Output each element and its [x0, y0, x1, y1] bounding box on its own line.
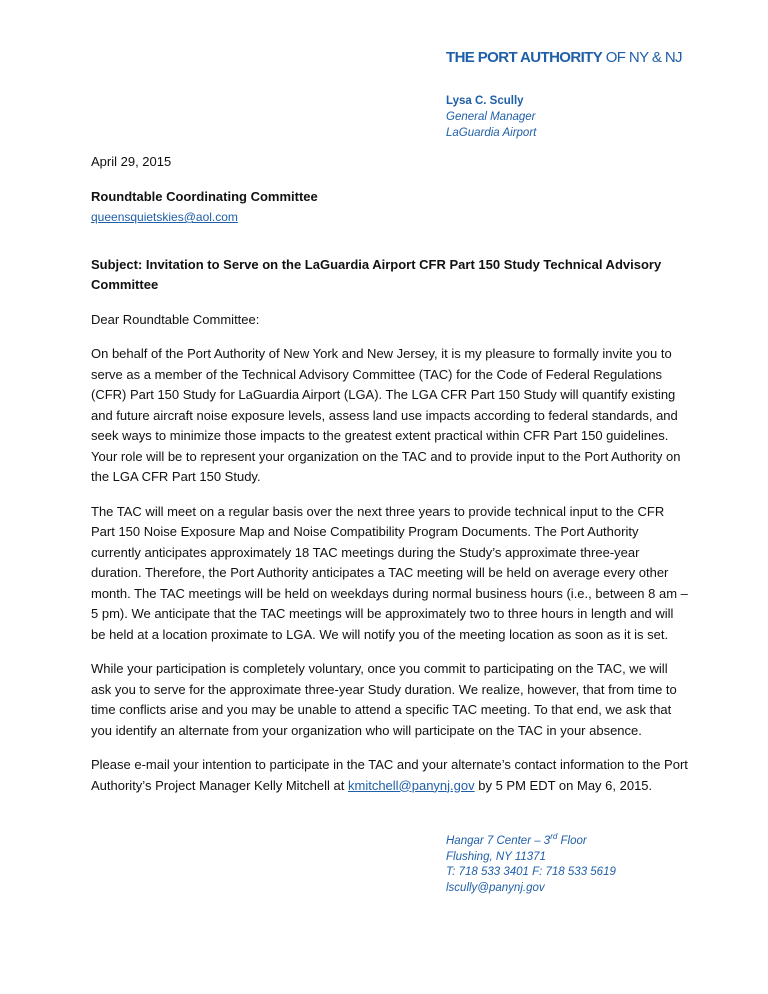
address-email: lscully@panynj.gov	[446, 881, 545, 894]
logo-light-text: OF NY & NJ	[602, 49, 682, 66]
paragraph-3: While your participation is completely voluntary, once you commit to participating on the TAC, we will ask you to serve for the approximate three-year Study duration. We realize, however, that from time to time conflicts arise and you may be unable to attend a specific TAC meeting. To that end, we ask that you identify an alternate from your organization who will participate on the TAC in your absence.	[91, 661, 677, 738]
paragraph-4-deadline: by 5 PM EDT on May 6, 2015.	[474, 777, 653, 793]
salutation: Dear Roundtable Committee:	[91, 311, 260, 327]
paragraph-1: On behalf of the Port Authority of New York and New Jersey, it is my pleasure to formally invite you to serve as a member of the Technical Advisory Committee (TAC) for the Code of Federal Regulations (CFR) Part 150 Study for LaGuardia Airport (LGA). The LGA CFR Part 150 Study will quantify existing and future aircraft noise exposure levels, assess land use impacts according to federal standards, and seek ways to minimize those impacts to the greatest extent practical within CFR Part 150 guidelines. Your role will be to represent your organization on the TAC and to provide input to the Port Authority on the LGA CFR Part 150 Study.	[91, 346, 681, 484]
subject-line	[91, 255, 691, 296]
address-block	[446, 834, 616, 896]
subject-line-1: Subject: Invitation to Serve on the LaGuardia Airport CFR Part 150 Study Technical Advisory	[91, 256, 662, 272]
letter-body	[91, 152, 691, 796]
subject-line-2: Committee	[91, 277, 159, 292]
recipient-email-link[interactable]: queensquietskies@aol.com	[91, 210, 238, 224]
sender-name: Lysa C. Scully	[446, 95, 524, 107]
sender-block	[446, 93, 536, 141]
logo-bold-text: THE PORT AUTHORITY	[446, 49, 603, 66]
letter-date: April 29, 2015	[91, 154, 172, 169]
paragraph-4-text: Please e-mail your intention to participate in the TAC and your alternate’s contact information to the Port Authority’s Project Manager Kelly Mitchell at	[91, 757, 688, 793]
recipient-name: Roundtable Coordinating Committee	[91, 188, 318, 204]
sender-location: LaGuardia Airport	[446, 127, 537, 139]
sender-title: General Manager	[446, 111, 536, 123]
port-authority-logo	[446, 49, 682, 66]
paragraph-4	[91, 755, 691, 796]
paragraph-2: The TAC will meet on a regular basis over the next three years to provide technical input to the CFR Part 150 Noise Exposure Map and Noise Compatibility Program Documents. The Port Authority currently anticipates approximately 18 TAC meetings during the Study’s approximate three-year duration. Therefore, the Port Authority anticipates a TAC meeting will be held on average every other month. The TAC meetings will be held on weekdays during normal business hours (i.e., between 8 am – 5 pm). We anticipate that the TAC meetings will be approximately two to three hours in length and will be held at a location proximate to LGA. We will notify you of the meeting location as soon as it is set.	[91, 503, 688, 642]
address-line-2: Flushing, NY 11371	[446, 850, 546, 863]
project-manager-email-link[interactable]: kmitchell@panynj.gov	[347, 777, 475, 793]
address-line-1: Hangar 7 Center – 3rd Floor	[446, 832, 587, 847]
address-phone-fax: T: 718 533 3401 F: 718 533 5619	[446, 866, 616, 878]
